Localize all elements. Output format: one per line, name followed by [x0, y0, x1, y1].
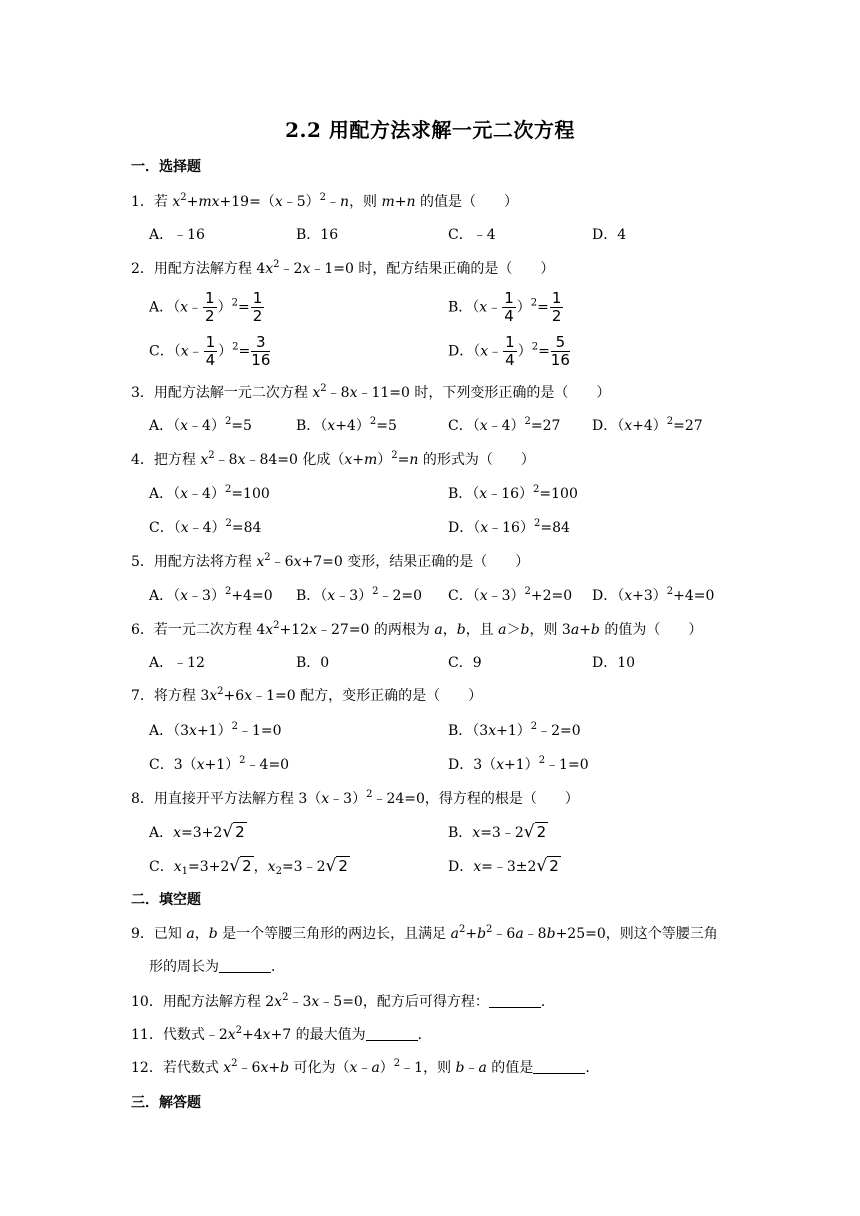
question-11: 11．代数式$﹣2x^2+4x+7$ 的最大值为 ． — [131, 1025, 432, 1043]
q7-option-b: B．$(3x+1)^2﹣2=0$ — [448, 721, 581, 739]
question-8: 8．用直接开平方法解方程 3（x﹣3）$^2$﹣24=0，得方程的根是（ ） — [131, 789, 579, 807]
q1-option-b: B．16 — [296, 227, 339, 243]
question-3: 3．用配方法解一元二次方程 $x^2﹣8x﹣11=0$ 时，下列变形正确的是（ ） — [131, 383, 611, 401]
q8-option-a: A．x=3+2√ 2 — [149, 822, 245, 842]
q6-option-d: D．10 — [592, 655, 636, 671]
q1-option-a: A．﹣16 — [149, 227, 205, 243]
q6-option-c: C．9 — [448, 655, 482, 671]
q7-option-c: C．$3(x+1)^2﹣4=0$ — [149, 755, 290, 773]
q1-option-c: C．﹣4 — [448, 227, 496, 243]
q5-option-c: C．（x﹣3）$^2$+2=0 — [448, 586, 573, 604]
question-9-cont: 形的周长为 ． — [149, 959, 285, 975]
answer-blank[interactable] — [366, 1026, 418, 1041]
answer-blank[interactable] — [533, 1059, 585, 1074]
q7-option-d: D．$3(x+1)^2﹣1=0$ — [448, 755, 589, 773]
q5-option-b: B．（x﹣3）$^2$﹣2=0 — [296, 586, 423, 604]
q3-option-b: B．$(x+4)^2=5$ — [296, 416, 397, 434]
q8-option-d: D．x=﹣3±2√ 2 — [448, 856, 559, 876]
answer-blank[interactable] — [489, 993, 541, 1008]
q3-option-a: A．（x﹣4）$^2$=5 — [149, 416, 252, 434]
question-2: 2．用配方法解方程 $4x^2﹣2x﹣1=0$ 时，配方结果正确的是（ ） — [131, 259, 555, 277]
answer-blank[interactable] — [219, 958, 271, 973]
question-10: 10．用配方法解方程 $2x^2﹣3x﹣5=0$，配方后可得方程： ． — [131, 992, 555, 1010]
q8-option-c: C．$x_1=3+2√$ 2 ，$x_2=3﹣2√$ 2 — [149, 856, 348, 877]
q4-option-a: A．（x﹣4）$^2$=100 — [149, 484, 270, 502]
question-6: 6．若一元二次方程 $4x^2+12x﹣27=0$ 的两根为 a，b，且 a＞b，则 3a+b 的值为（ ） — [131, 620, 703, 638]
question-7: 7．将方程 $3x^2+6x﹣1=0$ 配方，变形正确的是（ ） — [131, 686, 483, 704]
question-4: 4．把方程 $x^2﹣8x﹣84=0$ 化成$(x+m)^2=n$ 的形式为（ ） — [131, 450, 535, 468]
q5-option-a: A．（x﹣3）$^2$+4=0 — [149, 586, 273, 604]
question-9: 9．已知 a，b 是一个等腰三角形的两边长，且满足 $a^2+b^2﹣6a﹣8b+25=0$，则这个等腰三角 — [131, 924, 718, 942]
q2-option-a: A．（x﹣ $\frac{1}{2}$ ）$^2$= $\frac{1}{2}$ — [149, 289, 263, 325]
q2-option-b: B．（x﹣ $\frac{1}{4}$ ）$^2$= $\frac{1}{2}$ — [448, 289, 562, 325]
q3-option-c: C．（x﹣4）$^2$=27 — [448, 416, 561, 434]
q3-option-d: D．$(x+4)^2=27$ — [592, 416, 703, 434]
section-solve: 三．解答题 — [131, 1095, 201, 1111]
question-1: 1．若 $x^2+mx+19=(x﹣5)^2﹣n$，则 m+n 的值是（ ） — [131, 192, 519, 210]
q8-option-b: B．x=3﹣2√ 2 — [448, 822, 547, 842]
section-fill: 二．填空题 — [131, 892, 201, 908]
question-12: 12．若代数式 $x^2﹣6x+b$ 可化为（x﹣a）$^2$﹣1，则 b﹣a 的值是 ． — [131, 1058, 600, 1076]
question-5: 5．用配方法将方程 $x^2﹣6x+7=0$ 变形，结果正确的是（ ） — [131, 552, 530, 570]
q4-option-d: D．（x﹣16）$^2$=84 — [448, 518, 570, 536]
q7-option-a: A．$(3x+1)^2﹣1=0$ — [149, 721, 282, 739]
q4-option-c: C．（x﹣4）$^2$=84 — [149, 518, 262, 536]
q4-option-b: B．（x﹣16）$^2$=100 — [448, 484, 578, 502]
page-title: 2.2 用配方法求解一元二次方程 — [285, 118, 575, 142]
q6-option-a: A．﹣12 — [149, 655, 205, 671]
q2-option-c: C．（x﹣ $\frac{1}{4}$ ）$^2$= $\frac{3}{16}$ — [149, 333, 271, 369]
section-choice: 一．选择题 — [131, 159, 201, 175]
q2-option-d: D．（x﹣ $\frac{1}{4}$ ）$^2$= $\frac{5}{16}$ — [448, 333, 570, 369]
q1-option-d: D．4 — [592, 227, 627, 243]
q5-option-d: D．$(x+3)^2+4=0$ — [592, 586, 715, 604]
q6-option-b: B．0 — [296, 655, 330, 671]
